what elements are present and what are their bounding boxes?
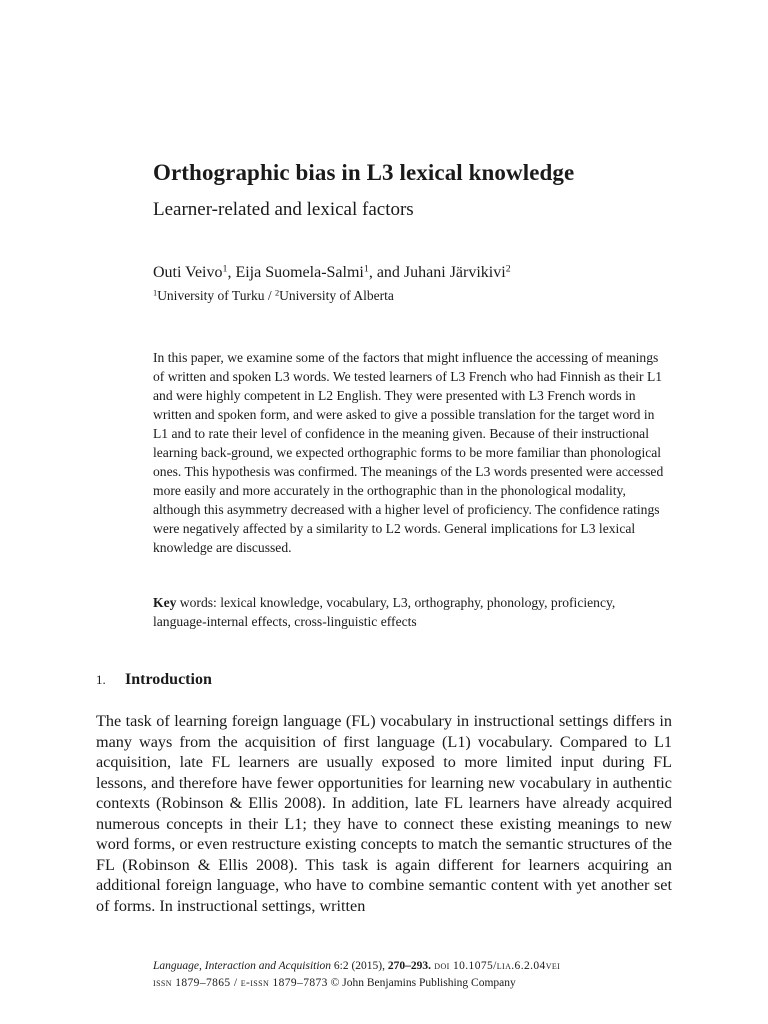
abstract: In this paper, we examine some of the factors that might influence the accessing of meanings of written and spoken L3 words. We tested learners of L3 French who had Finnish as their L1 and were highly competent in L2 English. They were presented with L3 French words in written and spoken form, and were asked to give a possible translation for the target word in L1 and to rate their level of confidence in the meaning given. Because of their instructional learning back-ground, we expected orthographic forms to be more familiar than phonological ones. This hypothesis was confirmed. The meanings of the L3 words presented were accessed more easily and more accurately in the orthographic than in the phonological modality, although this asymmetry decreased with a higher level of proficiency. The confidence ratings were negatively affected by a similarity to L2 words. General implications for L3 lexical knowledge are discussed.	[153, 350, 664, 555]
affiliation-name: University of Turku	[157, 288, 265, 303]
doi: doi 10.1075/lia.6.2.04vei	[431, 960, 561, 972]
journal-name: Language, Interaction and Acquisition	[153, 960, 332, 972]
author-affil-marker: 2	[505, 263, 511, 275]
paper-title: Orthographic bias in L3 lexical knowledge	[153, 160, 575, 185]
author-name: Juhani Järvikivi	[403, 264, 506, 281]
section-heading	[96, 671, 212, 689]
issn: issn 1879–7865 / e-issn 1879–7873	[153, 977, 328, 989]
affiliation-list	[153, 288, 394, 304]
citation-line	[153, 958, 713, 975]
author-separator: ,	[227, 264, 236, 281]
citation-footer	[153, 958, 713, 992]
copyright: © John Benjamins Publishing Company	[327, 977, 516, 989]
author-separator: , and	[368, 264, 404, 281]
affiliation-marker: 1	[153, 288, 158, 298]
section-title: Introduction	[125, 671, 212, 688]
affiliation-marker: 2	[274, 288, 280, 298]
paper-subtitle: Learner-related and lexical factors	[153, 199, 414, 220]
author-name: Outi Veivo	[153, 264, 223, 281]
author-affil-marker: 1	[222, 263, 228, 275]
keywords-label: Key	[153, 595, 177, 610]
author-name: Eija Suomela-Salmi	[235, 264, 364, 281]
affiliation-separator: /	[264, 288, 275, 303]
page-range: 270–293.	[387, 960, 432, 972]
section-number: 1.	[96, 672, 106, 687]
issn-line	[153, 975, 713, 992]
author-list	[153, 264, 511, 282]
journal-volume: 6:2 (2015),	[331, 960, 388, 972]
keywords-text: words: lexical knowledge, vocabulary, L3, orthography, phonology, proficiency, language-internal effects, cross-linguistic effects	[153, 595, 616, 629]
affiliation-name: University of Alberta	[279, 288, 394, 303]
author-affil-marker: 1	[363, 263, 369, 275]
keywords	[153, 593, 668, 631]
body-paragraph: The task of learning foreign language (FL) vocabulary in instructional settings differs in many ways from the acquisition of first language (L1) vocabulary. Compared to L1 acquisition, late FL learners are usually exposed to more limited input during FL lessons, and therefore have fewer opportunities for learning new vocabulary in authentic contexts (Robinson & Ellis 2008). In addition, late FL learners have already acquired numerous concepts in their L1; they have to connect these existing meanings to new word forms, or even restructure existing concepts to match the semantic structures of the FL (Robinson & Ellis 2008). This task is again different for learners acquiring an additional foreign language, who have to combine semantic content with yet another set of forms. In instructional settings, written	[96, 712, 672, 915]
